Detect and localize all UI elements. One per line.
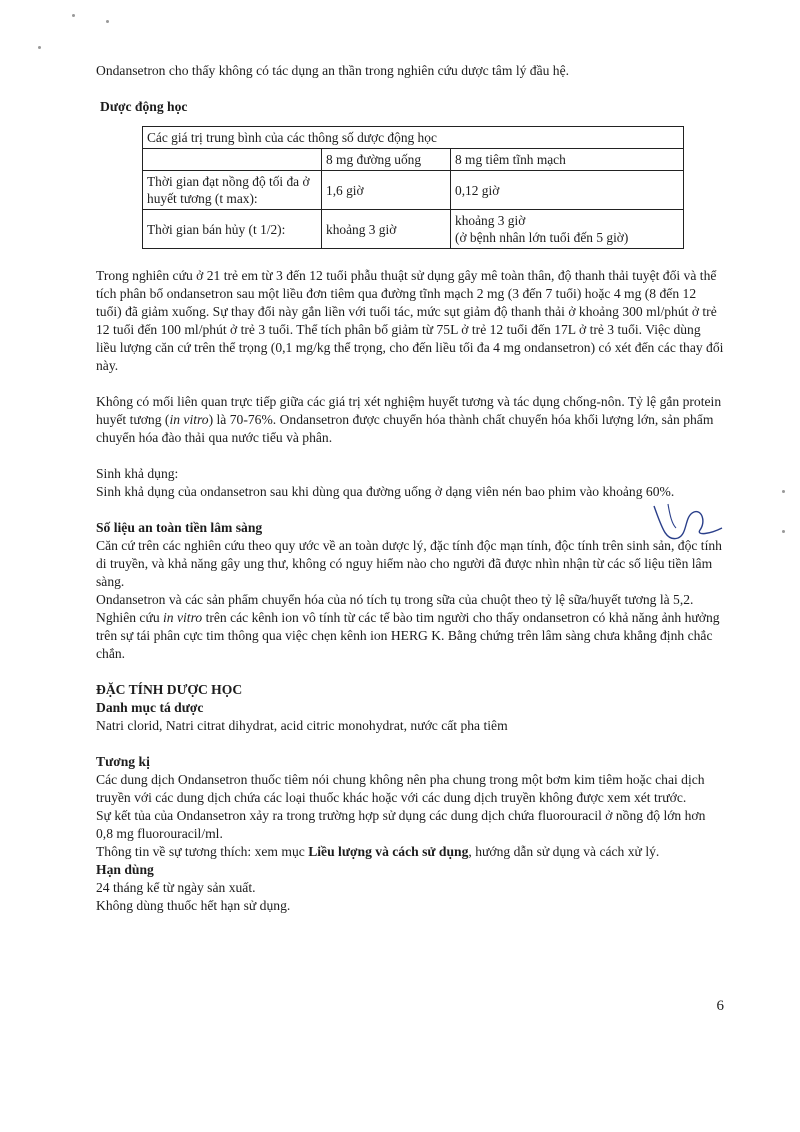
table-caption-row (143, 127, 684, 149)
scan-speck (782, 530, 785, 533)
oral-value: 1,6 giờ (322, 171, 451, 210)
preclinical-paragraph: Căn cứ trên các nghiên cứu theo quy ước về an toàn dược lý, đặc tính độc mạn tính, độc tính trên sinh sản, độc tính di truyền, và khả năng gây ung thư, không có nguy hiểm nào cho người đã được nhìn nhận từ các số liệu tiền lâm sàng. (96, 538, 722, 589)
scan-speck (72, 14, 75, 17)
scan-speck (38, 46, 41, 49)
pharmacokinetics-heading: Dược động học (100, 99, 188, 114)
param-cell: Thời gian bán hủy (t 1/2): (143, 210, 322, 249)
incompatibilities-paragraph: Các dung dịch Ondansetron thuốc tiêm nói chung không nên pha chung trong một bơm kim tiêm hoặc chai dịch truyền với các dung dịch chứa các loại thuốc khác hoặc với các dung dịch truyền không được xem xét trước. (96, 772, 705, 805)
page-number: 6 (716, 998, 724, 1014)
bioavailability-label: Sinh khả dụng: (96, 466, 179, 481)
incompatibilities-paragraph: Thông tin về sự tương thích: xem mục Liều lượng và cách sử dụng, hướng dẫn sử dụng và cách xử lý. (96, 844, 660, 859)
preclinical-heading: Số liệu an toàn tiền lâm sàng (96, 520, 263, 535)
param-cell: Thời gian đạt nồng độ tối đa ở huyết tương (t max): (143, 171, 322, 210)
intro-paragraph: Ondansetron cho thấy không có tác dụng an thần trong nghiên cứu dược tâm lý đầu hệ. (96, 63, 570, 78)
shelf-life-heading: Hạn dùng (96, 862, 154, 877)
iv-value: 0,12 giờ (451, 171, 684, 210)
table-row (143, 171, 684, 210)
scan-speck (782, 490, 785, 493)
column-oral: 8 mg đường uống (322, 149, 451, 171)
preclinical-paragraph: Ondansetron và các sản phẩm chuyển hóa của nó tích tụ trong sữa của chuột theo tỷ lệ sữa/huyết tương là 5,2. (96, 592, 694, 607)
binding-paragraph: Không có mối liên quan trực tiếp giữa các giá trị xét nghiệm huyết tương và tác dụng chống-nôn. Tỷ lệ gắn protein huyết tương (in vitro) là 70-76%. Ondansetron được chuyển hóa thành chất chuyển hóa khối lượng lớn, sản phẩm chuyển hóa đào thải qua nước tiểu và phân. (96, 394, 722, 445)
preclinical-paragraph: Nghiên cứu in vitro trên các kênh ion vô tính từ các tế bào tim người cho thấy ondansetron có khả năng ảnh hưởng trên sự tái phân cực tim thông qua việc chẹn kênh ion HERG K. Bằng chứng trên lâm sàng chưa khẳng định chắc chắn. (96, 610, 720, 661)
in-vitro-term: in vitro (163, 610, 203, 625)
scan-speck (106, 20, 109, 23)
table-row (143, 210, 684, 249)
pharmacokinetics-table (142, 126, 684, 249)
signature-mark (648, 498, 728, 548)
cross-reference: Liều lượng và cách sử dụng (308, 844, 469, 859)
table-caption: Các giá trị trung bình của các thông số dược động học (143, 127, 684, 149)
iv-value-note: (ở bệnh nhân lớn tuổi đến 5 giờ) (455, 230, 629, 245)
excipients-heading: Danh mục tá dược (96, 700, 204, 715)
shelf-life-text: Không dùng thuốc hết hạn sử dụng. (96, 898, 291, 913)
excipients-text: Natri clorid, Natri citrat dihydrat, acid citric monohydrat, nước cất pha tiêm (96, 718, 508, 733)
column-iv: 8 mg tiêm tĩnh mạch (451, 149, 684, 171)
incompatibilities-paragraph: Sự kết tủa của Ondansetron xảy ra trong trường hợp sử dụng các dung dịch chứa fluorouracil ở nồng độ lớn hơn 0,8 mg fluorouracil/ml. (96, 808, 706, 841)
oral-value: khoảng 3 giờ (322, 210, 451, 249)
iv-value (451, 210, 684, 249)
children-study-paragraph: Trong nghiên cứu ở 21 trẻ em từ 3 đến 12 tuổi phẫu thuật sử dụng gây mê toàn thân, độ thanh thải tuyệt đối và thể tích phân bố ondansetron sau một liều đơn tiêm qua đường tĩnh mạch 2 mg (3 đến 7 tuổi) hoặc 4 mg (8 đến 12 tuổi) đã giảm xuống. Sự thay đổi này gắn liền với tuổi tác, mức sụt giảm độ thanh thải ở khoảng 300 ml/phút ở trẻ 12 tuổi đến 100 ml/phút ở trẻ 3 tuổi. Thể tích phân bố giảm từ 75L ở trẻ 12 tuổi đến 17L ở trẻ 3 tuổi. Việc dùng liều lượng căn cứ trên thể trọng (0,1 mg/kg thể trọng, cho đến liều tối đa 4 mg ondansetron) có xét đến các thay đổi này. (96, 268, 724, 373)
iv-value-line: khoảng 3 giờ (455, 213, 526, 228)
incompatibilities-heading: Tương kị (96, 754, 150, 769)
shelf-life-text: 24 tháng kể từ ngày sản xuất. (96, 880, 256, 895)
bioavailability-text: Sinh khả dụng của ondansetron sau khi dùng qua đường uống ở dạng viên nén bao phim vào khoảng 60%. (96, 484, 675, 499)
in-vitro-term: in vitro (169, 412, 209, 427)
table-header-row (143, 149, 684, 171)
section-title: ĐẶC TÍNH DƯỢC HỌC (96, 682, 243, 697)
document-page (96, 62, 724, 915)
